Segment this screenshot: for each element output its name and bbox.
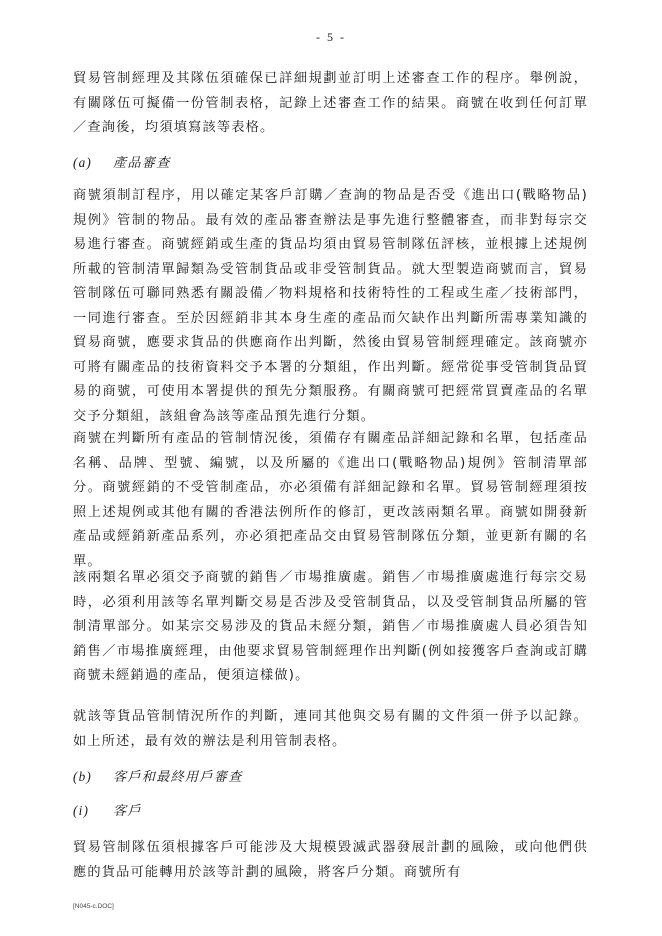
section-a-number: (a) (73, 155, 92, 170)
subsection-i-title: 客戶 (113, 804, 142, 819)
subsection-i-number: (i) (73, 803, 90, 818)
section-b-heading (73, 767, 243, 788)
page-number: - 5 - (316, 30, 346, 44)
product-review-paragraph-3: 該兩類名單必須交予商號的銷售／市場推廣處。銷售／市場推廣處進行每宗交易時，必須利用該等名單判斷交易是否涉及受管制貨品，以及受管制貨品所屬的管制清單部分。如某宗交易涉及的貨品未經分類，銷售／市場推廣處人員必須告知銷售／市場推廣經理，由他要求貿易管制經理作出判斷(例如接獲客戶查詢或訂購商號未經銷過的產品，便須這樣做)。 (73, 570, 588, 683)
section-b-number: (b) (73, 769, 92, 784)
product-review-paragraph-4: 就該等貨品管制情況所作的判斷，連同其他與交易有關的文件須一併予以記錄。如上所述，最有效的辦法是利用管制表格。 (73, 709, 588, 749)
subsection-i-heading (73, 801, 142, 822)
document-footer: [N045-c.DOC] (73, 903, 114, 910)
section-b-title: 客戶和最終用戶審查 (113, 770, 243, 785)
section-a-heading (73, 153, 171, 174)
intro-paragraph: 貿易管制經理及其隊伍須確保已詳細規劃並訂明上述審查工作的程序。舉例說，有關隊伍可擬備一份管制表格，記錄上述審查工作的結果。商號在收到任何訂單／查詢後，均須填寫該等表格。 (73, 71, 588, 135)
product-review-paragraph-1: 商號須制訂程序，用以確定某客戶訂購／查詢的物品是否受《進出口(戰略物品)規例》管制的物品。最有效的產品審查辦法是事先進行整體審查，而非對每宗交易進行審查。商號經銷或生產的貨品均須由貿易管制隊伍評核，並根據上述規例所載的管制清單歸類為受管制貨品或非受管制貨品。就大型製造商號而言，貿易管制隊伍可聯同熟悉有關設備／物料規格和技術特性的工程或生產／技術部門，一同進行審查。至於因經銷非其本身生產的產品而欠缺作出判斷所需專業知識的貿易商號，應要求貨品的供應商作出判斷，然後由貿易管制經理確定。該商號亦可將有關產品的技術資料交予本署的分類組，作出判斷。經常從事受管制貨品貿易的商號，可使用本署提供的預先分類服務。有關商號可把經常買賣產品的名單交予分類組，該組會為該等產品預先進行分類。 (73, 188, 588, 424)
section-a-title: 產品審查 (113, 156, 171, 171)
customer-review-paragraph-1: 貿易管制隊伍須根據客戶可能涉及大規模毀滅武器發展計劃的風險，或向他們供應的貨品可能轉用於該等計劃的風險，將客戶分類。商號所有 (73, 840, 588, 880)
product-review-paragraph-2: 商號在判斷所有產品的管制情況後，須備存有關產品詳細記錄和名單，包括產品名稱、品牌、型號、編號，以及所屬的《進出口(戰略物品)規例》管制清單部分。商號經銷的不受管制產品，亦必須備有詳細記錄和名單。貿易管制經理須按照上述規例或其他有關的香港法例所作的修訂，更改該兩類名單。商號如開發新產品或經銷新產品系列，亦必須把產品交由貿易管制隊伍分類，並更新有關的名單。 (73, 431, 588, 569)
